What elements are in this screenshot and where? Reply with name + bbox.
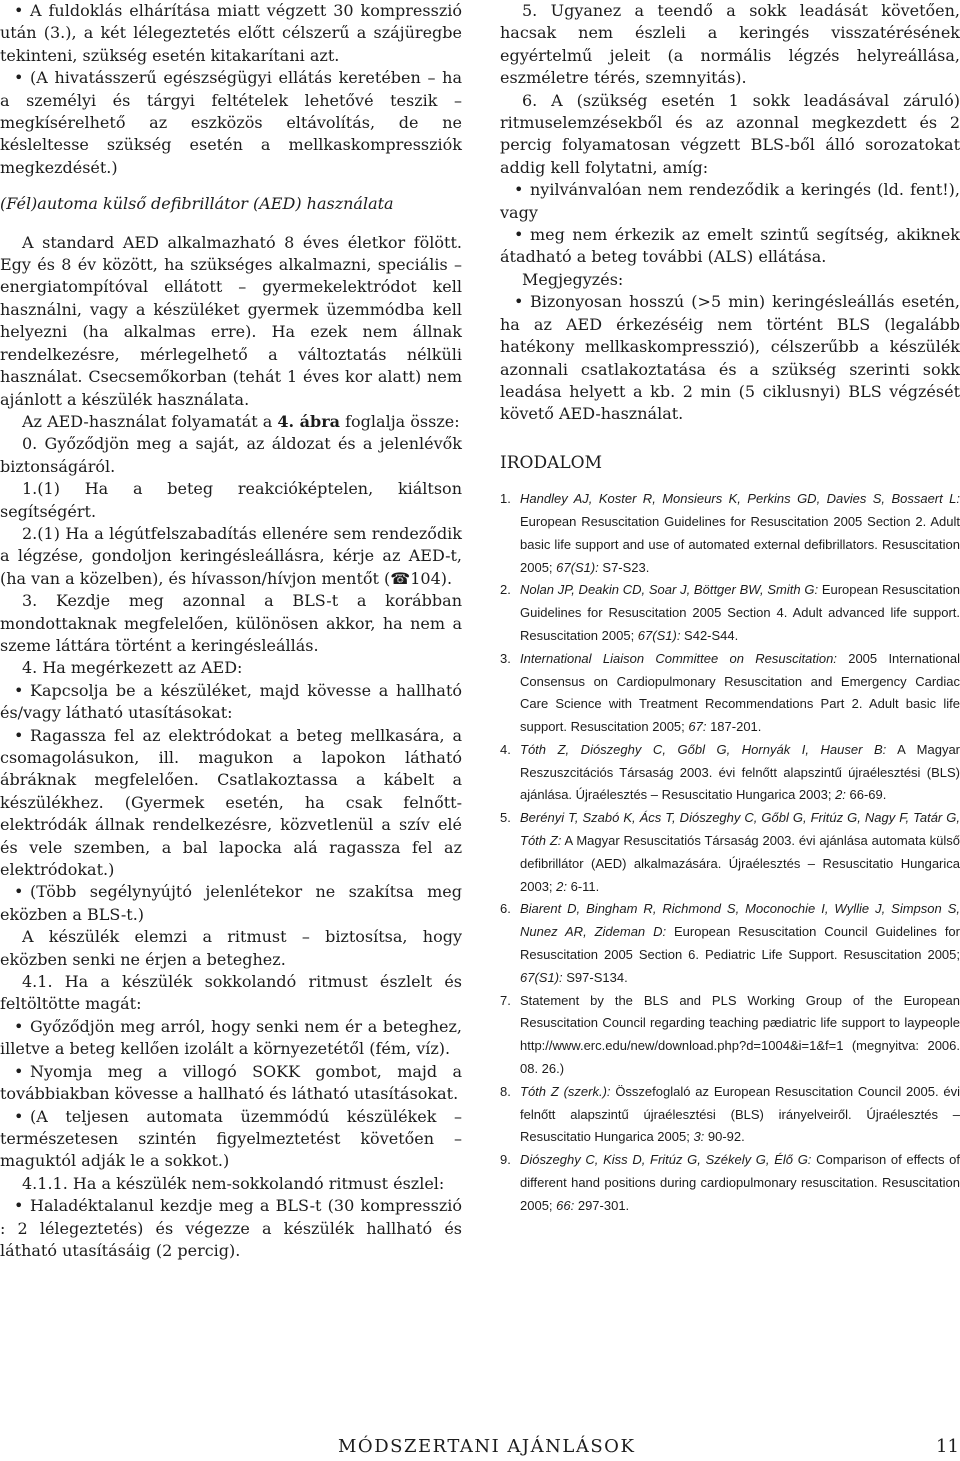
reference-text: A Magyar Resuscitatiós Társaság 2003. évi ajánlása automata külső defibrillátor (AED) alkalmazására. Újraélesztés – Resuscitatio Hungarica 2003; <box>520 833 960 894</box>
reference-volume: 67(S1): <box>520 969 563 985</box>
bullet-paragraph: • Nyomja meg a villogó SOKK gombot, majd a továbbiakban kövesse a hallható és látható utasításokat. <box>0 1061 462 1106</box>
reference-text: European Resuscitation Council Guidelines for Resuscitation 2005 Section 6. Pediatric Life Support. Resuscitation 2005; <box>520 924 960 963</box>
reference-number: 8. <box>500 1083 511 1099</box>
bullet-paragraph: • A fuldoklás elhárítása miatt végzett 30 kompresszió után (3.), a két lélegeztetés előtt célszerű a szájüregbe tekinteni, szükség esetén kitakarítani azt. <box>0 0 462 67</box>
references-heading: IRODALOM <box>500 452 602 473</box>
bullet-paragraph: • meg nem érkezik az emelt szintű segítség, akiknek átadható a beteg további (ALS) ellátása. <box>500 224 960 269</box>
reference-volume: 67(S1): <box>556 559 599 575</box>
left-column <box>0 0 462 1262</box>
figure-reference: 4. ábra <box>277 411 341 431</box>
step-paragraph: 3. Kezdje meg azonnal a BLS-t a korábban mondottaknak megfelelően, különösen akkor, ha nem a szeme láttára történt a keringésleállás. <box>0 591 462 655</box>
reference-text: 2005 International Consensus on Cardiopulmonary Resuscitation and Emergency Cardiac Care Science with Treatment Recommendations Part 2. Adult basic life support. Resuscitation 2005; <box>520 650 960 735</box>
text-span: Az AED-használat folyamatát a <box>22 411 278 431</box>
reference-number: 9. <box>500 1152 511 1168</box>
bullet-paragraph: • Bizonyosan hosszú (>5 min) keringésleállás esetén, ha az AED érkezéséig nem történt BLS (legalább hatékony mellkaskompresszió), célszerűbb a készülék azonnali csatlakoztatása és a szükség szerinti sokk leadása helyett a kb. 2 min (5 ciklusnyi) BLS végzését követő AED-használat. <box>500 291 960 425</box>
reference-authors: Handley AJ, Koster R, Monsieurs K, Perkins GD, Davies S, Bossaert L: <box>520 491 960 507</box>
reference-item <box>500 488 960 579</box>
reference-item <box>500 807 960 898</box>
reference-text: European Resuscitation Guidelines for Resuscitation 2005 Section 4. Adult advanced life support. Resuscitation 2005; <box>520 582 960 643</box>
step-paragraph: 4.1. Ha a készülék sokkolandó ritmust észlelt és feltöltötte magát: <box>0 972 462 1014</box>
reference-volume: 2: <box>556 878 567 894</box>
text-span: foglalja össze: <box>340 411 460 431</box>
reference-pages: S7-S23. <box>598 559 650 575</box>
reference-number: 7. <box>500 992 511 1008</box>
reference-text: A Magyar Reszuszcitációs Társaság 2003. évi felnőtt alapszintű újraélesztési (BLS) ajánlása. Újraélesztés – Resuscitatio Hungarica 2003; <box>520 741 960 803</box>
paragraph: A standard AED alkalmazható 8 éves életkor fölött. Egy és 8 év között, ha szükséges alkalmazni, speciális – energiatompítóval ellátott – gyermekelektródot kell használni, vagy a készüléket gyermek üzemmódba kell helyezni (ha alkalmas erre). Ha ezek nem állnak rendelkezésre, mérlegelhető a változtatás nélküli használat. Csecsemőkorban (tehát 1 éves kor alatt) nem ajánlott a készülék használata. <box>0 232 462 409</box>
reference-volume: 66: <box>556 1197 575 1213</box>
bullet-paragraph: • nyilvánvalóan nem rendeződik a keringés (ld. fent!), vagy <box>500 179 960 224</box>
reference-authors: Diószeghy C, Kiss D, Fritúz G, Székely G, Élő G: <box>520 1152 812 1168</box>
reference-volume: 67(S1): <box>637 627 681 643</box>
reference-item <box>500 1081 960 1149</box>
reference-authors: Nolan JP, Deakin CD, Soar J, Böttger BW, Smith G: <box>520 582 819 598</box>
running-footer-title: MÓDSZERTANI AJÁNLÁSOK <box>338 1436 636 1457</box>
reference-number: 2. <box>500 582 511 598</box>
reference-pages: S42-S44. <box>680 627 739 643</box>
reference-pages: S97-S134. <box>562 969 628 985</box>
reference-pages: 90-92. <box>704 1129 745 1145</box>
reference-number: 6. <box>500 901 511 917</box>
reference-text: Összefoglaló az European Resuscitation Council 2005. évi felnőtt alapszintű újraélesztési (BLS) irányelveiről. Újraélesztés – Resuscitatio Hungarica 2005; <box>520 1083 960 1145</box>
reference-volume: 2: <box>835 787 846 803</box>
bullet-paragraph: • Haladéktalanul kezdje meg a BLS-t (30 kompresszió : 2 lélegeztetés) és végezze a készülék hallható és látható utasításáig (2 percig). <box>0 1195 462 1262</box>
bullet-paragraph: • (A hivatásszerű egészségügyi ellátás keretében – ha a személyi és tárgyi feltételek lehetővé teszik – megkísérelhető az eszközös eltávolítás, de ne késleltesse szükség esetén a mellkaskompressziók megkezdését.) <box>0 67 462 179</box>
reference-pages: 6-11. <box>567 878 600 894</box>
text-span: 104). <box>410 568 453 588</box>
reference-number: 1. <box>500 491 511 507</box>
reference-item <box>500 990 960 1081</box>
reference-volume: 67: <box>688 719 707 735</box>
step-paragraph: 4.1.1. Ha a készülék nem-sokkolandó ritmust észlel: <box>22 1173 445 1193</box>
reference-list <box>500 488 960 1218</box>
bullet-paragraph: • (Több segélynyújtó jelenlétekor ne szakítsa meg eközben a BLS-t.) <box>0 881 462 926</box>
reference-authors: International Liaison Committee on Resuscitation: <box>520 650 837 666</box>
page-number: 11 <box>936 1436 959 1457</box>
note-label: Megjegyzés: <box>522 269 624 289</box>
reference-authors: Biarent D, Bingham R, Richmond S, Moconochie I, Wyllie J, Simpson S, Nunez AR, Zideman D: <box>520 901 960 940</box>
reference-text: European Resuscitation Guidelines for Resuscitation 2005 Section 2. Adult basic life support and use of automated external defibrillators. Resuscitation 2005; <box>520 513 960 575</box>
step-paragraph: 6. A (szükség esetén 1 sokk leadásával záruló) ritmuselemzésekből és az azonnal megkezdett és 2 percig folyamatosan végzett BLS-ből álló sorozatokat addig kell folytatni, amíg: <box>500 90 960 177</box>
page-footer <box>0 1436 960 1461</box>
reference-item <box>500 648 960 739</box>
reference-number: 5. <box>500 810 511 826</box>
step-paragraph: 4. Ha megérkezett az AED: <box>22 658 243 678</box>
bullet-paragraph: • (A teljesen automata üzemmódú készülékek – természetesen szintén figyelmeztetést követően – maguktól adják le a sokkot.) <box>0 1106 462 1173</box>
step-paragraph: 5. Ugyanez a teendő a sokk leadását követően, hacsak nem észleli a keringés visszatérésének egyértelmű jeleit (a normális légzés helyreállása, eszméletre térés, szemnyitás). <box>500 1 960 88</box>
reference-text: Comparison of effects of different hand positions during cardiopulmonary resuscitation. Resuscitation 2005; <box>520 1152 960 1213</box>
reference-number: 4. <box>500 741 511 757</box>
reference-pages: 297-301. <box>574 1197 630 1213</box>
bullet-paragraph: • Kapcsolja be a készüléket, majd kövesse a hallható és/vagy látható utasításokat: <box>0 680 462 725</box>
phone-icon: ☎ <box>390 568 411 588</box>
reference-authors: Tóth Z (szerk.): <box>520 1083 611 1099</box>
reference-item <box>500 579 960 647</box>
step-paragraph: 1.(1) Ha a beteg reakcióképtelen, kiáltson segítségért. <box>0 479 462 521</box>
reference-item <box>500 898 960 989</box>
reference-pages: 66-69. <box>845 787 887 803</box>
reference-authors: Berényi T, Szabó K, Ács T, Diószeghy C, Gőbl G, Fritúz G, Nagy F, Tatár G, Tóth Z: <box>520 810 960 849</box>
bullet-paragraph: • Ragassza fel az elektródokat a beteg mellkasára, a csomagolásukon, ill. magukon a lapokon látható ábráknak megfelelően. Csatlakoztassa a kábelt a készülékhez. (Gyermek esetén, ha csak felnőtt-elektródák állnak rendelkezésre, közvetlenül a szív elé és vele szemben, a bal lapocka alá ragassza fel az elektródokat.) <box>0 725 462 882</box>
section-heading-aed: (Fél)automa külső defibrillátor (AED) használata <box>0 194 394 214</box>
reference-text: Statement by the BLS and PLS Working Group of the European Resuscitation Council regarding teaching pædiatric life support to laypeople http://www.erc.edu/new/download.php?d=1004&i=1&f=1 (megnyitva: 2006. 08. 26.) <box>520 992 960 1077</box>
step-paragraph: 0. Győződjön meg a saját, az áldozat és a jelenlévők biztonságáról. <box>0 434 462 476</box>
reference-item <box>500 1149 960 1217</box>
paragraph <box>0 411 462 433</box>
right-column <box>500 0 960 1218</box>
text-span: 2.(1) Ha a légútfelszabadítás ellenére sem rendeződik a légzése, gondoljon keringésleállásra, kérje az AED-t, (ha van a közelben), és hívasson/hívjon mentőt ( <box>0 523 462 588</box>
reference-volume: 3: <box>693 1129 705 1145</box>
bullet-paragraph: • Győződjön meg arról, hogy senki nem ér a beteghez, illetve a beteg kellően izolált a környezetétől (fém, víz). <box>0 1016 462 1061</box>
paragraph: A készülék elemzi a ritmust – biztosítsa, hogy eközben senki ne érjen a beteghez. <box>0 927 462 969</box>
step-paragraph <box>0 523 462 590</box>
reference-item <box>500 739 960 807</box>
reference-pages: 187-201. <box>706 719 762 735</box>
reference-number: 3. <box>500 650 511 666</box>
reference-authors: Tóth Z, Diószeghy C, Gőbl G, Hornyák I, Hauser B: <box>520 741 887 757</box>
